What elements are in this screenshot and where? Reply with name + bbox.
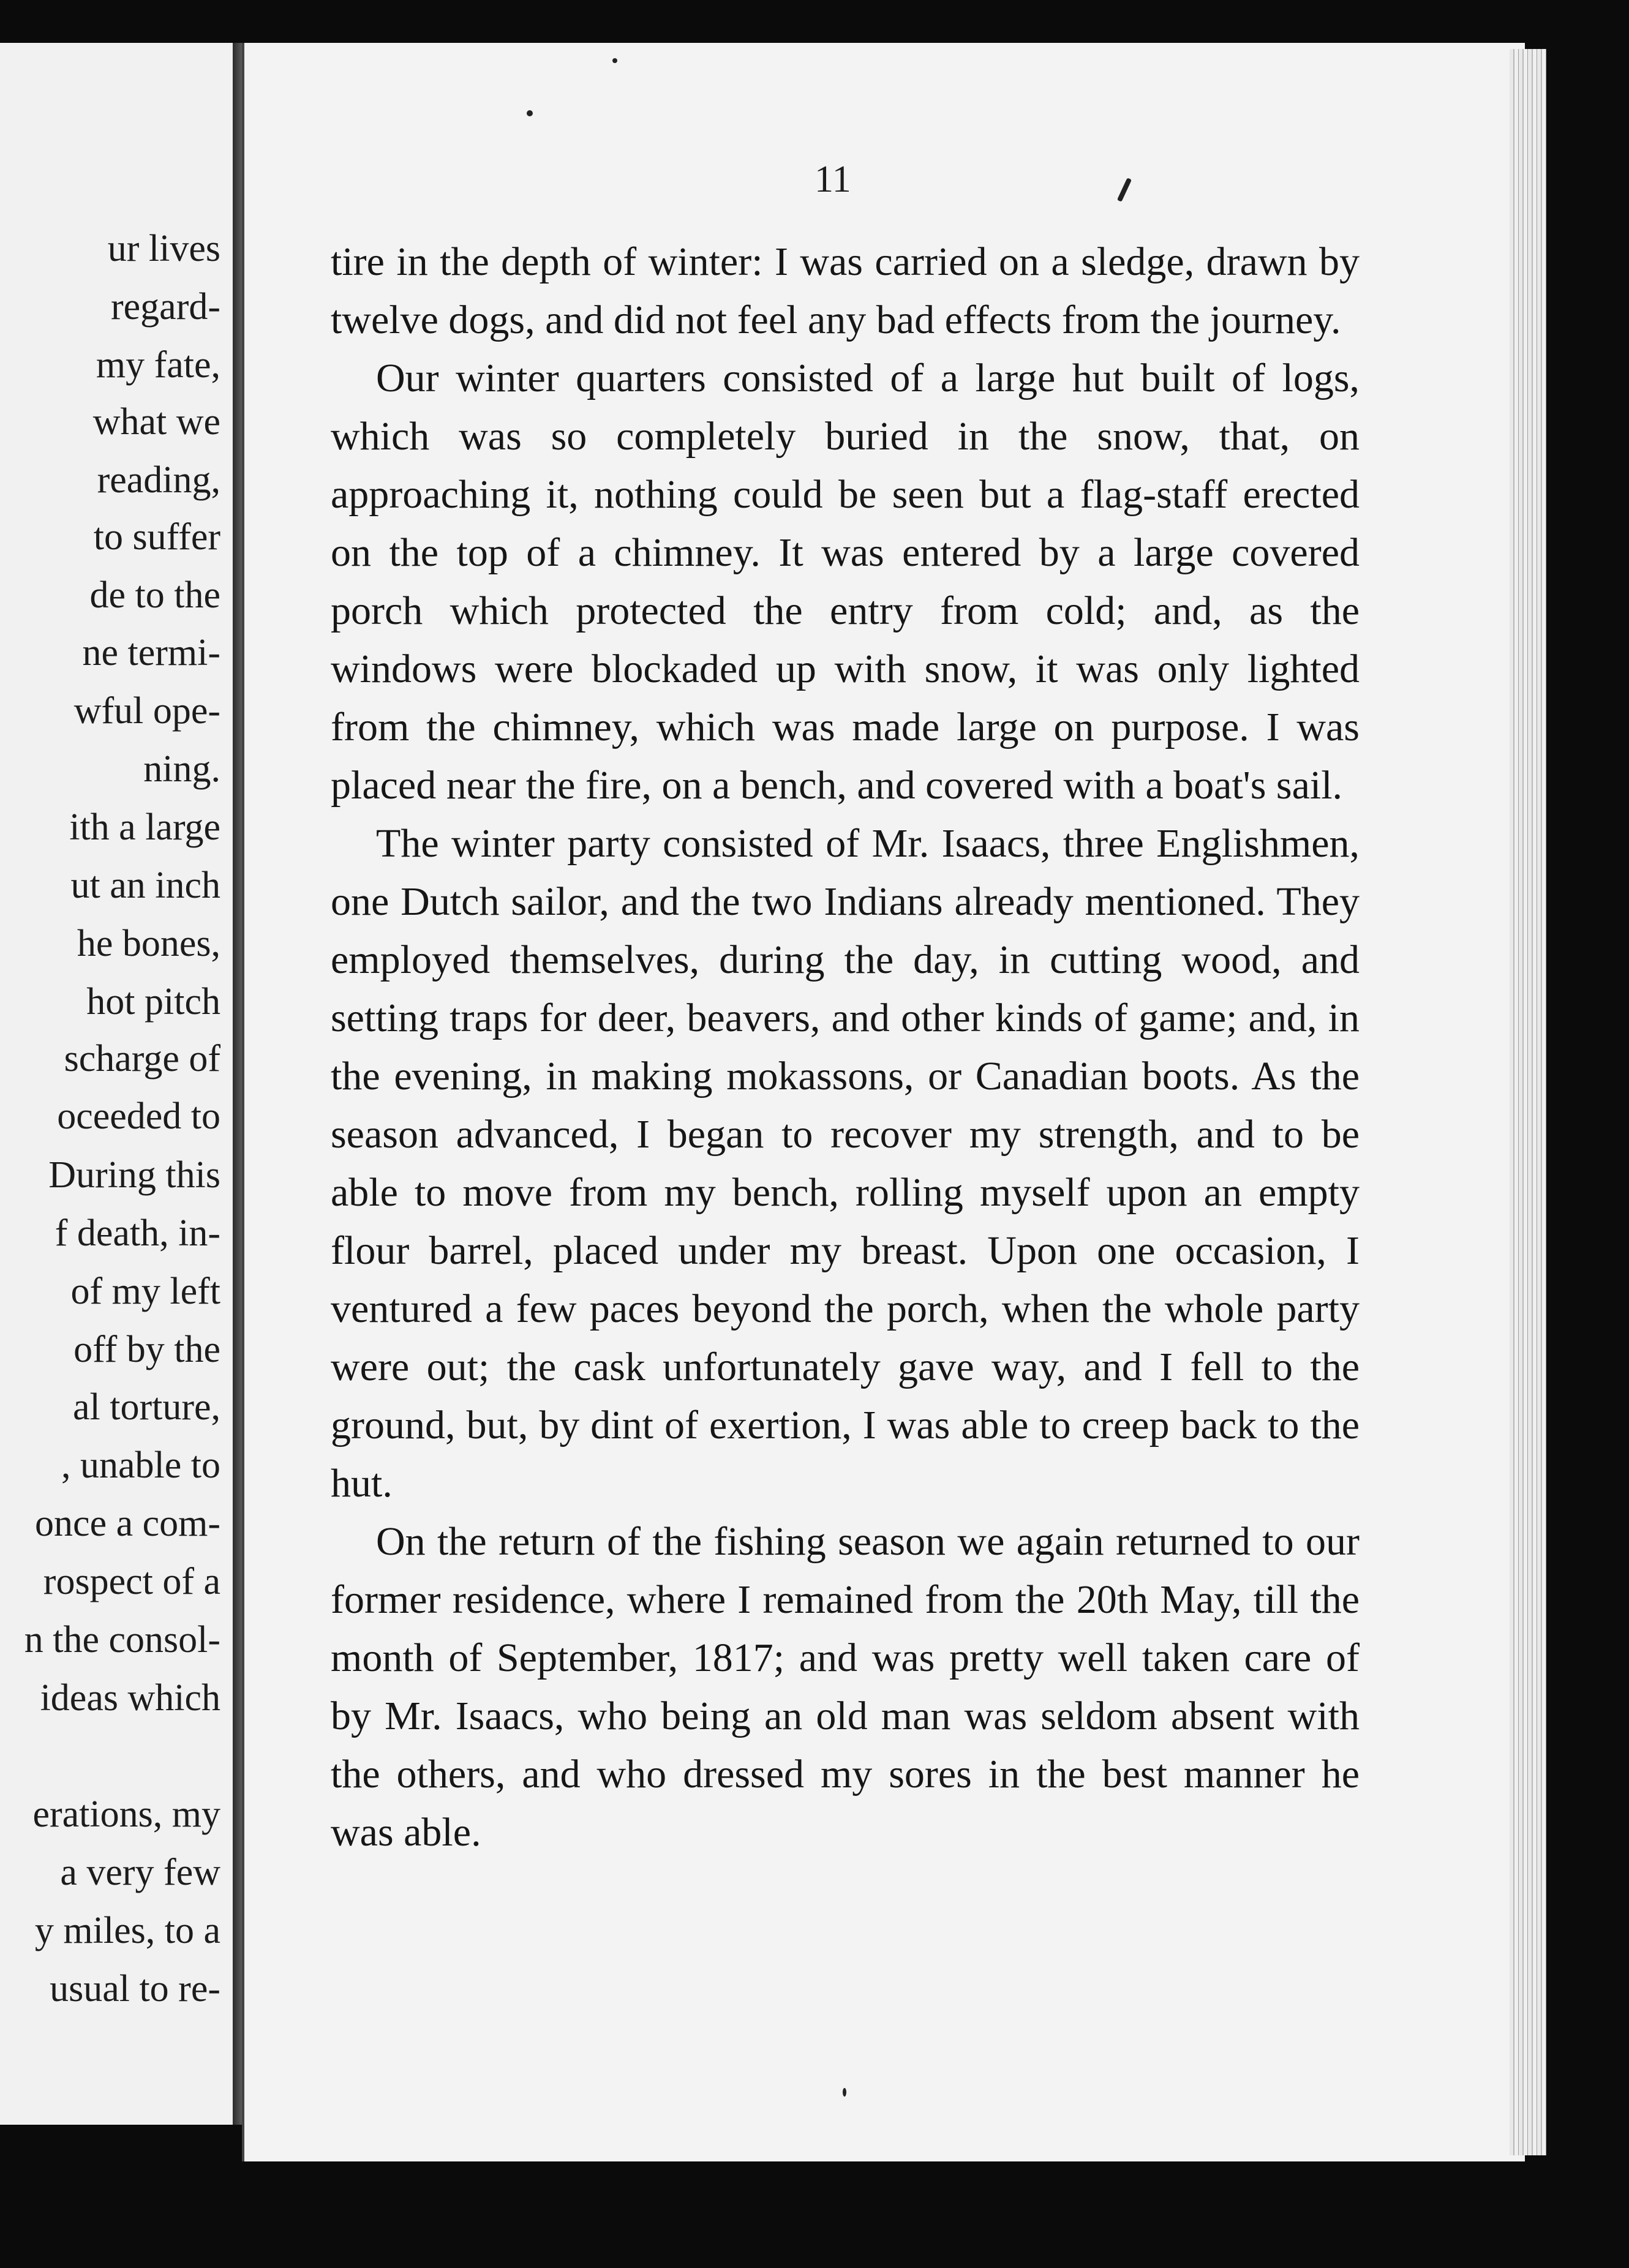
left-page-line: ideas which xyxy=(40,1677,220,1719)
paragraph: On the return of the fishing season we again returned to our former residence, where I remained from the 20th May, till the month of September, 1817; and was pretty well taken care of by Mr. Isaacs, who being an old man was seldom absent with the others, and who dressed my sores in the best manner he was able. xyxy=(331,1519,1360,1855)
left-page-line: wful ope- xyxy=(73,690,220,732)
left-page-line: ur lives xyxy=(107,228,220,269)
left-page-line: hot pitch xyxy=(86,981,220,1023)
left-page-line: oceeded to xyxy=(57,1095,220,1137)
left-page-line: ut an inch xyxy=(70,865,220,906)
left-page-line: he bones, xyxy=(77,923,220,964)
left-page-line: to suffer xyxy=(93,516,220,558)
left-page-line: once a com- xyxy=(35,1503,220,1544)
left-page-line: f death, in- xyxy=(55,1212,220,1254)
ink-speck xyxy=(527,110,533,116)
left-page-line: ith a large xyxy=(69,806,220,848)
left-page-line: usual to re- xyxy=(50,1968,220,2010)
ink-speck xyxy=(612,58,617,63)
page-body-text xyxy=(331,233,1360,1861)
left-page-line: y miles, to a xyxy=(34,1910,220,1951)
left-page-line: scharge of xyxy=(64,1038,220,1080)
left-page-line: what we xyxy=(92,401,220,443)
left-page-line: During this xyxy=(48,1154,220,1196)
left-page-line: n the consol- xyxy=(24,1619,220,1661)
left-page-line: of my left xyxy=(70,1271,220,1312)
left-page-line: regard- xyxy=(111,286,220,328)
paragraph: The winter party consisted of Mr. Isaacs, three Englishmen, one Dutch sailor, and the two Indians already mentioned. They employed themselves, during the day, in cutting wood, and setting traps for deer, beavers, and other kinds of game; and, in the evening, in making mokassons, or Canadian boots. As the season advanced, I began to recover my strength, and to be able to move from my bench, rolling myself upon an empty flour barrel, placed under my breast. Upon one occasion, I ventured a few paces beyond the porch, when the whole party were out; the cask unfortunately gave way, and I fell to the ground, but, by dint of exertion, I was able to creep back to the hut. xyxy=(331,821,1360,1506)
left-page-line: reading, xyxy=(97,459,220,501)
page-number: 11 xyxy=(814,159,851,200)
left-page-line: de to the xyxy=(89,574,220,616)
left-page-line: al torture, xyxy=(72,1386,220,1428)
left-page-line: rospect of a xyxy=(43,1561,220,1602)
left-facing-page xyxy=(0,43,245,2125)
paragraph: tire in the depth of winter: I was carried on a sledge, drawn by twelve dogs, and did not feel any bad effects from the journey. xyxy=(331,239,1360,342)
left-page-line: off by the xyxy=(73,1329,220,1370)
left-page-line: ning. xyxy=(143,748,220,790)
page-edges xyxy=(1510,49,1546,2155)
left-page-line: a very few xyxy=(60,1852,220,1893)
left-page-line: erations, my xyxy=(32,1793,220,1835)
left-page-line: , unable to xyxy=(61,1444,220,1486)
paragraph: Our winter quarters consisted of a large hut built of logs, which was so completely buried in the snow, that, on approaching it, nothing could be seen but a flag-staff erected on the top of a chimney. It was entered by a large covered porch which protected the entry from cold; and, as the windows were blockaded up with snow, it was only lighted from the chimney, which was made large on purpose. I was placed near the fire, on a bench, and covered with a boat's sail. xyxy=(331,356,1360,808)
left-page-line: my fate, xyxy=(96,344,220,386)
left-page-line: ne termi- xyxy=(82,632,220,674)
ink-speck xyxy=(843,2088,846,2097)
